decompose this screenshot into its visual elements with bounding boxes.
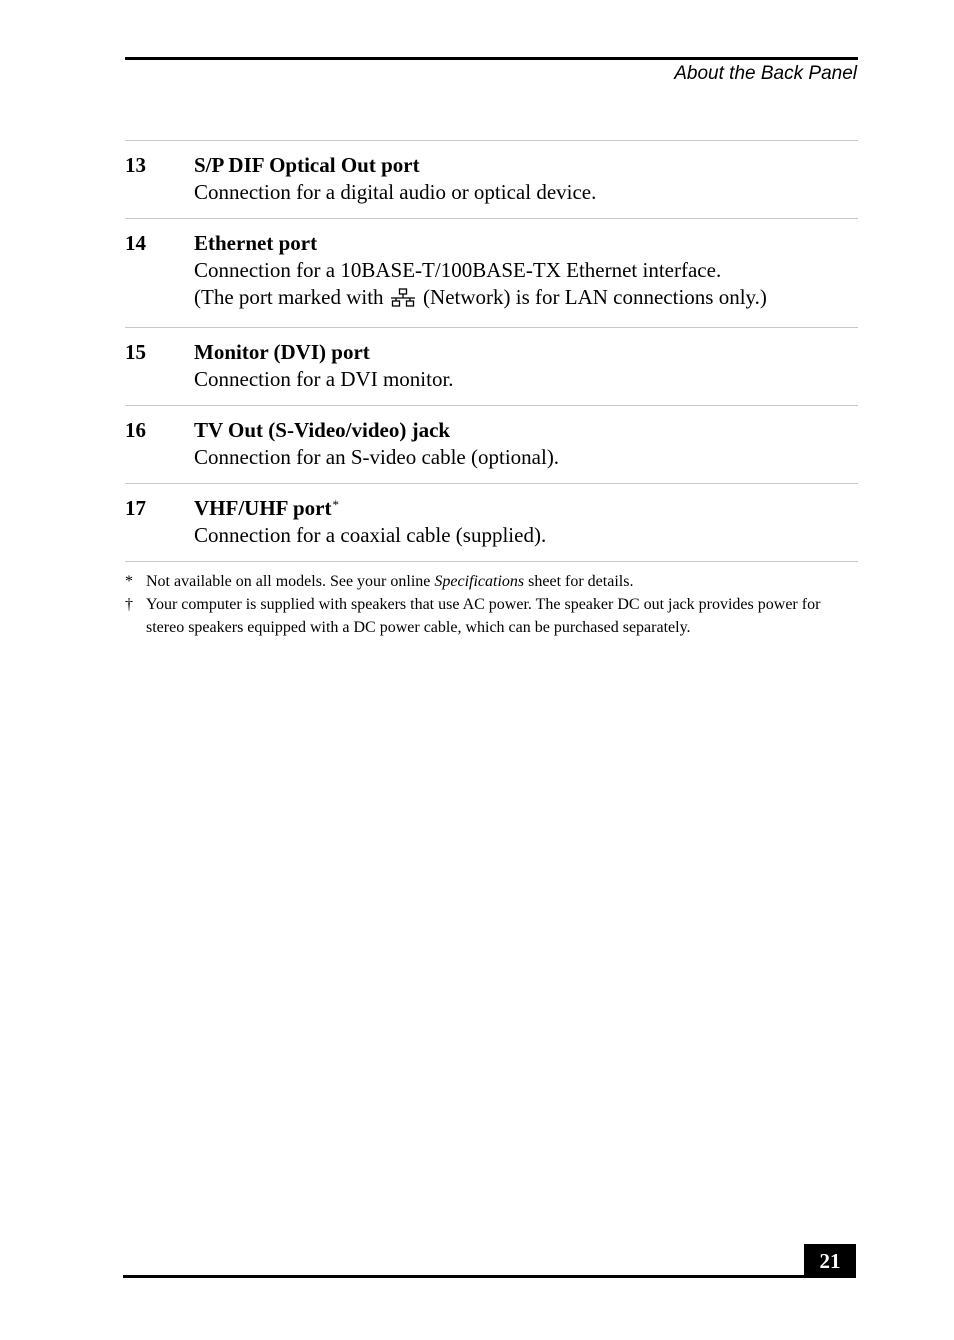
item-number: 17 [125,496,146,520]
bottom-rule [123,1275,856,1278]
list-item [125,327,858,405]
item-title: S/P DIF Optical Out port [194,153,420,177]
port-list [125,140,858,562]
item-number: 14 [125,231,146,255]
item-title: Monitor (DVI) port [194,340,370,364]
item-description-note: (The port marked with (Network) is for LAN connections only.) [194,284,858,315]
top-rule [125,57,858,60]
item-description: Connection for a coaxial cable (supplied). [194,523,547,547]
item-title: TV Out (S-Video/video) jack [194,418,451,442]
footnotes [125,570,858,639]
footnote-mark: † [125,596,133,613]
footnote: † Your computer is supplied with speakers that use AC power. The speaker DC out jack provides power for stereo speakers equipped with a DC power cable, which can be purchased separately. [125,593,858,639]
item-description: Connection for a DVI monitor. [194,367,454,391]
list-item [125,218,858,327]
page-number: 21 [804,1244,856,1278]
footnote: * Not available on all models. See your online Specifications sheet for details. [125,570,858,593]
item-number: 15 [125,340,146,364]
item-description: Connection for a digital audio or optical device. [194,180,597,204]
item-description: Connection for an S-video cable (optional). [194,445,560,469]
item-title: VHF/UHF port* [194,496,339,520]
item-number: 16 [125,418,146,442]
footnote-mark: * [125,573,133,590]
running-head: About the Back Panel [674,63,857,84]
item-title: Ethernet port [194,231,318,255]
footnote-ref: * [332,497,339,512]
item-description: Connection for a 10BASE-T/100BASE-TX Ethernet interface. [194,258,722,282]
network-icon [391,288,415,315]
list-item [125,405,858,483]
list-item [125,140,858,218]
list-item [125,483,858,562]
item-number: 13 [125,153,146,177]
